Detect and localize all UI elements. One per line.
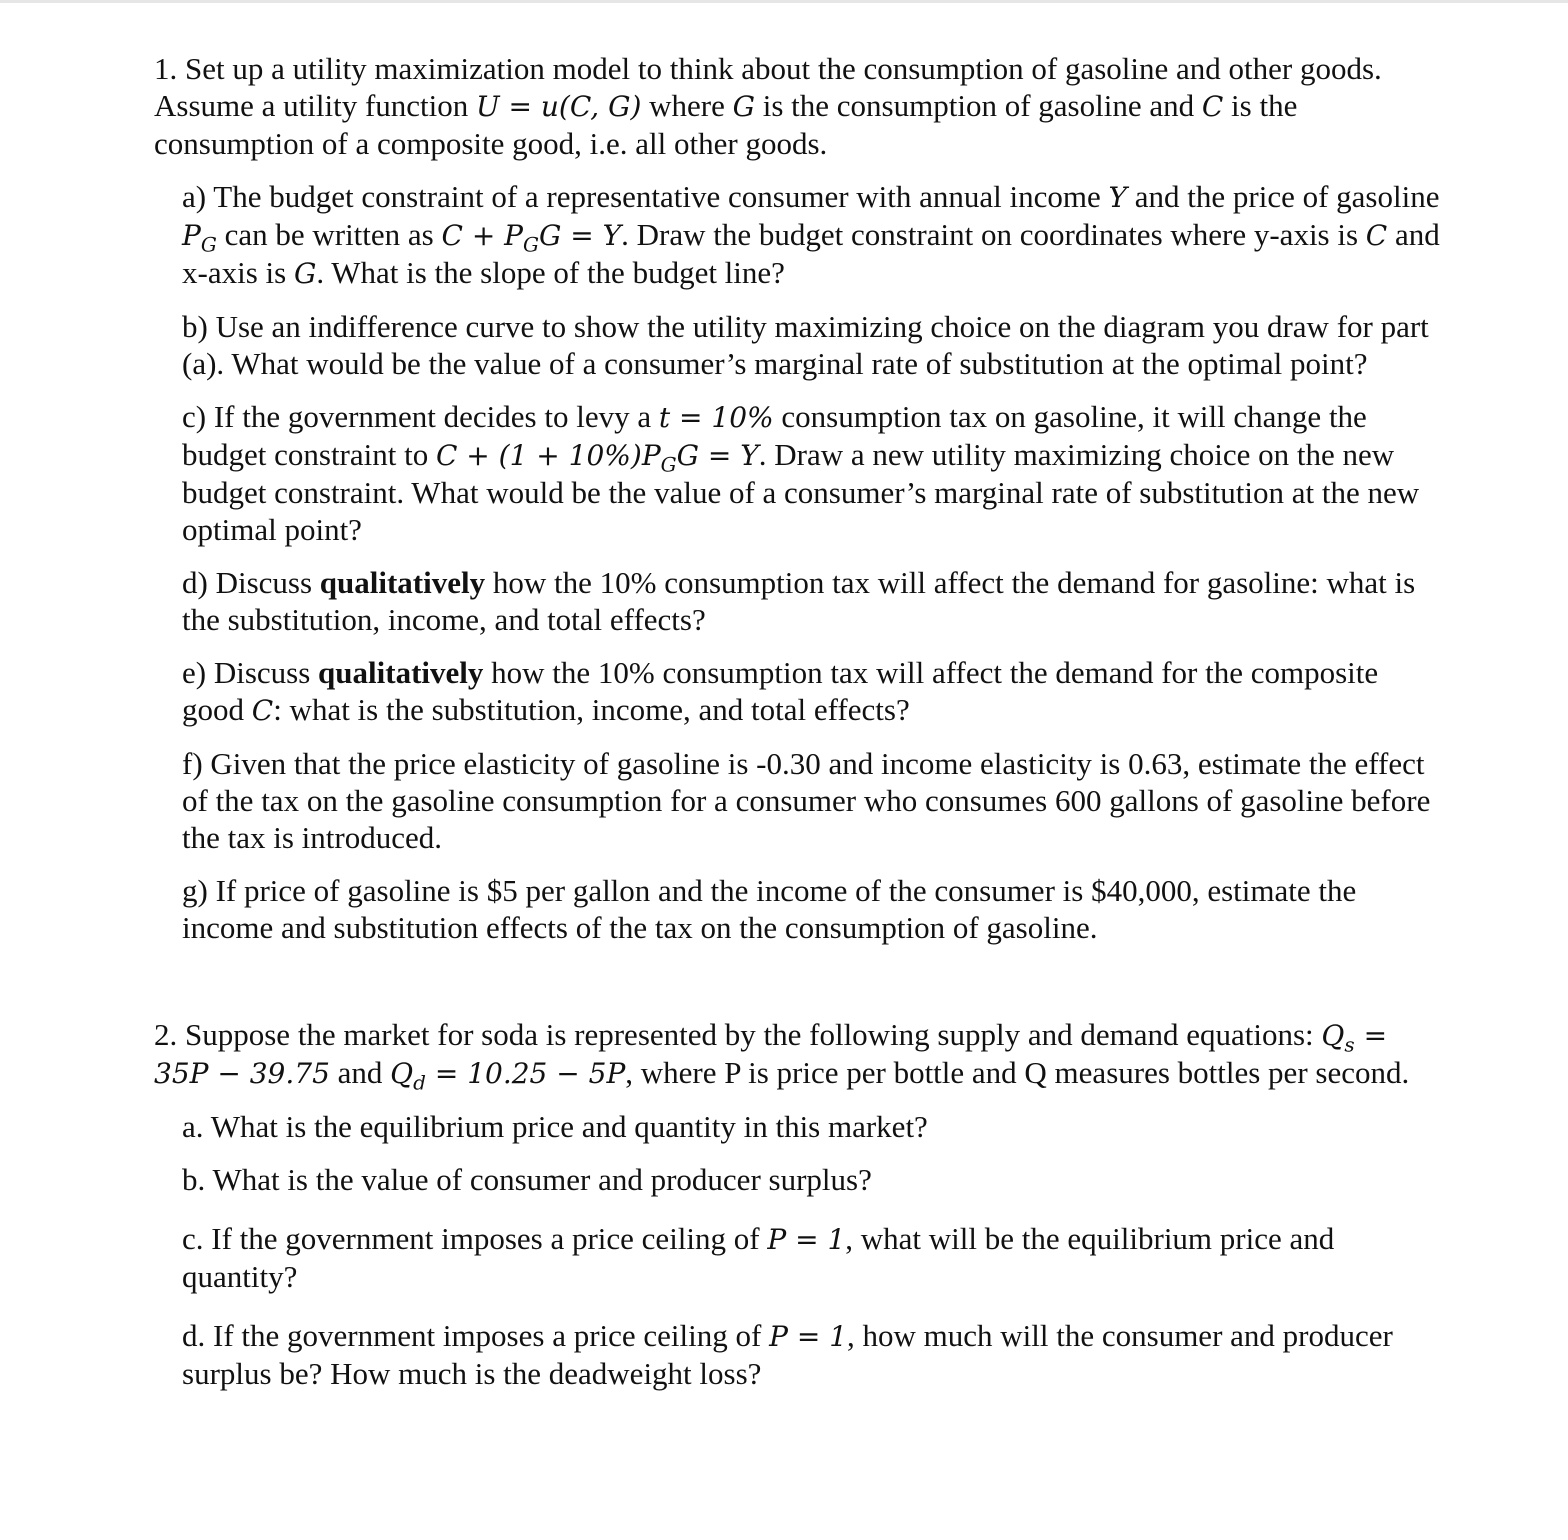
document-body <box>154 50 1444 1392</box>
q1-intro-text: where <box>649 88 725 123</box>
page-top-border <box>0 0 1568 3</box>
math-part: = 10.25 − 5P <box>434 1057 626 1090</box>
math-Q: Q <box>1321 1019 1345 1052</box>
question-1b: b) Use an indifference curve to show the utility maximizing choice on the diagram you draw for part (a). What would be the value of a consumer’s marginal rate of substitution at the optimal point? <box>182 309 1429 381</box>
q1a-text: can be written as <box>224 217 434 252</box>
math-C: C <box>1365 219 1388 252</box>
q1d-text: d) Discuss <box>182 565 313 600</box>
new-budget-constraint-math <box>435 439 759 477</box>
utility-function-math: U = u(C, G) <box>476 90 642 123</box>
q2c-text: c. If the government imposes a price ceiling of <box>182 1221 760 1256</box>
q1e-text: e) Discuss <box>182 655 311 690</box>
question-2b: b. What is the value of consumer and producer surplus? <box>182 1162 872 1197</box>
q1a-text: . Draw the budget constraint on coordinates where y-axis is <box>621 217 1359 252</box>
question-2c <box>154 1220 1444 1295</box>
math-subscript: G <box>660 452 677 477</box>
q1e-text: how the 10% consumption tax will affect the demand for the composite good <box>182 655 1379 727</box>
budget-constraint-math <box>441 219 622 257</box>
question-1g: g) If price of gasoline is $5 per gallon and the income of the consumer is $40,000, estimate the income and substitution effects of the tax on the consumption of gasoline. <box>182 873 1357 945</box>
price-ceiling-math: P = 1 <box>767 1223 846 1256</box>
q1a-text: . What is the slope of the budget line? <box>316 255 785 290</box>
demand-equation-math <box>390 1057 626 1095</box>
math-C: C <box>251 694 274 727</box>
math-P: P <box>182 219 201 252</box>
math-part: G = Y <box>539 219 622 252</box>
question-1c <box>154 398 1444 548</box>
price-ceiling-math: P = 1 <box>769 1320 848 1353</box>
q2c-text: , what will be the equilibrium price and quantity? <box>182 1221 1335 1294</box>
math-part: G = Y <box>676 439 759 472</box>
question-1a <box>154 178 1444 292</box>
question-1f: f) Given that the price elasticity of gasoline is -0.30 and income elasticity is 0.63, estimate the effect of the tax on the gasoline consumption for a consumer who consumes 600 gallons of gasoline before the tax is introduced. <box>182 746 1431 855</box>
q1c-text: . Draw a new utility maximizing choice on the new budget constraint. What would be the value of a consumer’s marginal rate of substitution at the new optimal point? <box>182 437 1420 547</box>
q1d-text: how the 10% consumption tax will affect the demand for gasoline: what is the substitution, income, and total effects? <box>182 565 1416 637</box>
q2d-text: , how much will the consumer and producer surplus be? How much is the deadweight loss? <box>182 1318 1393 1391</box>
math-Q: Q <box>390 1057 414 1090</box>
question-2a: a. What is the equilibrium price and quantity in this market? <box>182 1109 928 1144</box>
math-subscript: s <box>1344 1032 1355 1057</box>
math-Y: Y <box>1108 181 1128 214</box>
math-G: G <box>293 257 317 290</box>
q1a-text: a) The budget constraint of a representative consumer with annual income <box>182 179 1101 214</box>
math-part: = 35P − 39.75 <box>154 1019 1388 1090</box>
math-C: C <box>1201 90 1224 123</box>
question-2d <box>154 1317 1444 1392</box>
q1-intro-text: is the consumption of a composite good, i.e. all other goods. <box>154 88 1298 161</box>
question-1d <box>154 564 1444 638</box>
question-1e <box>154 654 1444 729</box>
q1a-text: and x-axis is <box>182 217 1440 290</box>
q1-intro-text: 1. Set up a utility maximization model to think about the consumption of gasoline and other goods. Assume a utility function <box>154 51 1382 123</box>
q2-intro-text: 2. Suppose the market for soda is represented by the following supply and demand equations: <box>154 1017 1314 1052</box>
math-G: G <box>732 90 755 123</box>
q1a-text: and the price of gasoline <box>1134 179 1440 214</box>
tax-rate-math: t = 10% <box>658 401 774 434</box>
q2-intro-text: , where P is price per bottle and Q measures bottles per second. <box>625 1055 1410 1090</box>
q1e-text: : what is the substitution, income, and total effects? <box>273 692 910 727</box>
math-subscript: d <box>413 1070 426 1095</box>
q1c-text: c) If the government decides to levy a <box>182 399 652 434</box>
question-2-intro <box>154 1016 1444 1095</box>
math-PG <box>182 219 217 257</box>
math-part: C + P <box>441 219 524 252</box>
q2-intro-text: and <box>337 1055 383 1090</box>
q1c-text: consumption tax on gasoline, it will change the budget constraint to <box>182 399 1367 472</box>
math-subscript: G <box>200 232 217 257</box>
math-part: C + (1 + 10%)P <box>435 439 661 472</box>
bold-qualitatively: qualitatively <box>319 565 486 600</box>
q2d-text: d. If the government imposes a price ceiling of <box>182 1318 762 1353</box>
math-subscript: G <box>523 232 540 257</box>
bold-qualitatively: qualitatively <box>318 655 484 690</box>
q1-intro-text: is the consumption of gasoline and <box>762 88 1195 123</box>
question-1-intro <box>154 50 1444 162</box>
